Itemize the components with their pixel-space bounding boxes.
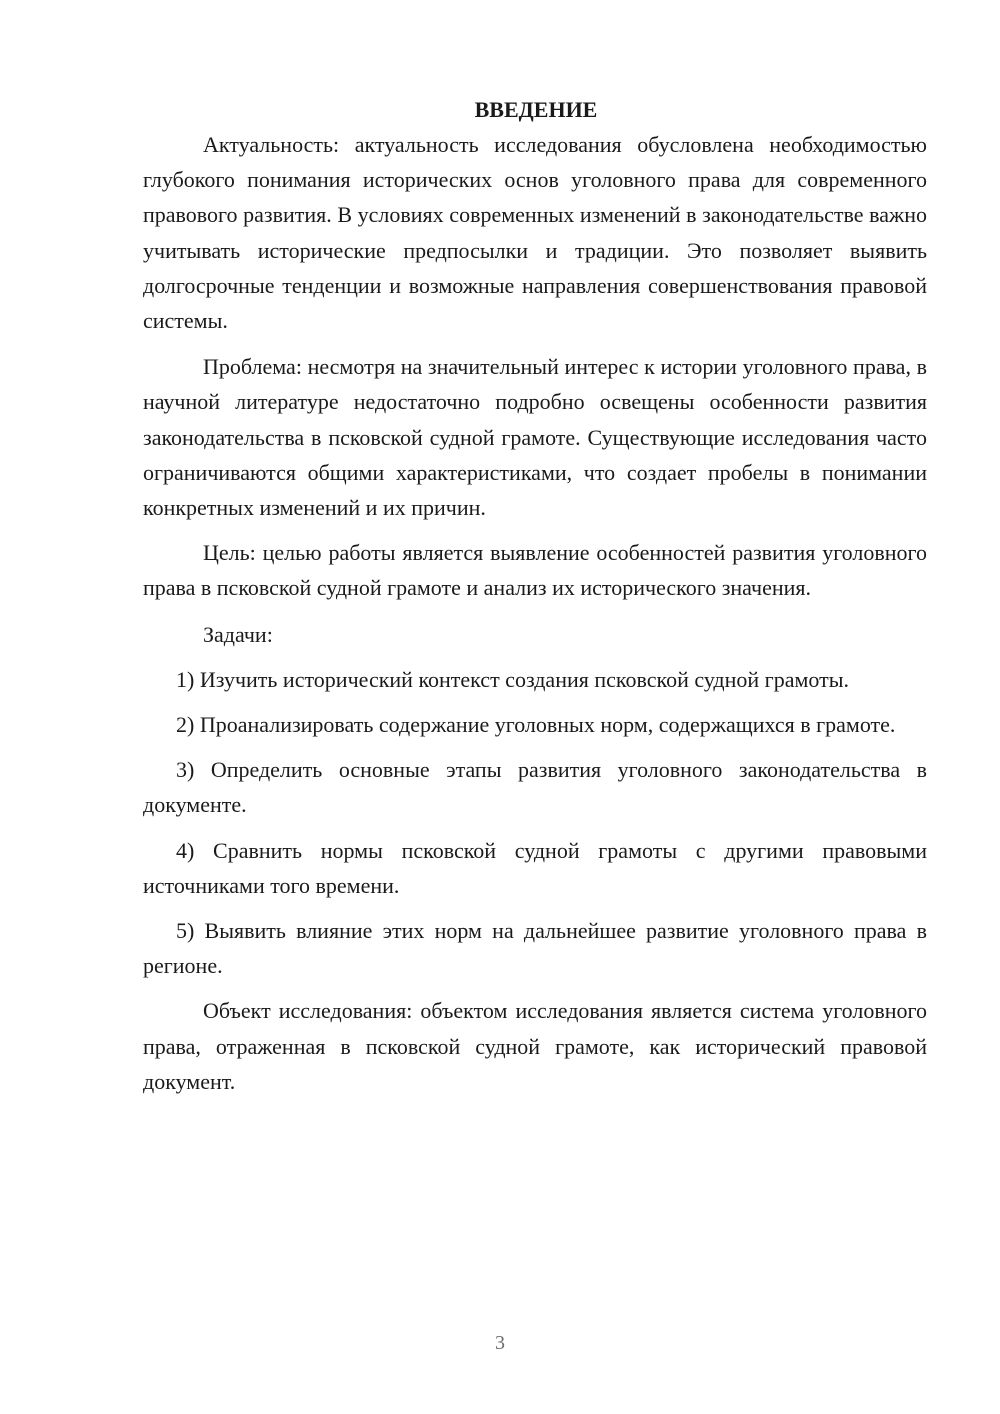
paragraph-goal: Цель: целью работы является выявление особенностей развития уголовного права в псковской судной грамоте и анализ их исторического значения. xyxy=(143,540,927,601)
tasks-label: Задачи: xyxy=(203,621,273,647)
document-page xyxy=(143,92,927,1099)
paragraph-problem: Проблема: несмотря на значительный интерес к истории уголовного права, в научной литературе недостаточно подробно освещены особенности развития законодательства в псковской судной грамоте. Существующие исследования часто ограничиваются общими характеристиками, что создает пробелы в понимании конкретных изменений и их причин. xyxy=(143,354,927,521)
task-item-5: 5) Выявить влияние этих норм на дальнейшее развитие уголовного права в регионе. xyxy=(143,918,927,979)
section-heading: ВВЕДЕНИЕ xyxy=(474,97,598,122)
task-item-4: 4) Сравнить нормы псковской судной грамоты с другими правовыми источниками того времени. xyxy=(143,837,927,898)
page-number: 3 xyxy=(495,1332,505,1354)
task-item-1: 1) Изучить исторический контекст создания псковской судной грамоты. xyxy=(176,666,849,692)
paragraph-object: Объект исследования: объектом исследования является система уголовного права, отраженная в псковской судной грамоте, как исторический правовой документ. xyxy=(143,998,927,1094)
task-item-3: 3) Определить основные этапы развития уголовного законодательства в документе. xyxy=(143,757,927,818)
task-item-2: 2) Проанализировать содержание уголовных норм, содержащихся в грамоте. xyxy=(176,712,896,738)
paragraph-relevance: Актуальность: актуальность исследования обусловлена необходимостью глубокого понимания исторических основ уголовного права для современного правового развития. В условиях современных изменений в законодательстве важно учитывать исторические предпосылки и традиции. Это позволяет выявить долгосрочные тенденции и возможные направления совершенствования правовой системы. xyxy=(143,132,927,334)
